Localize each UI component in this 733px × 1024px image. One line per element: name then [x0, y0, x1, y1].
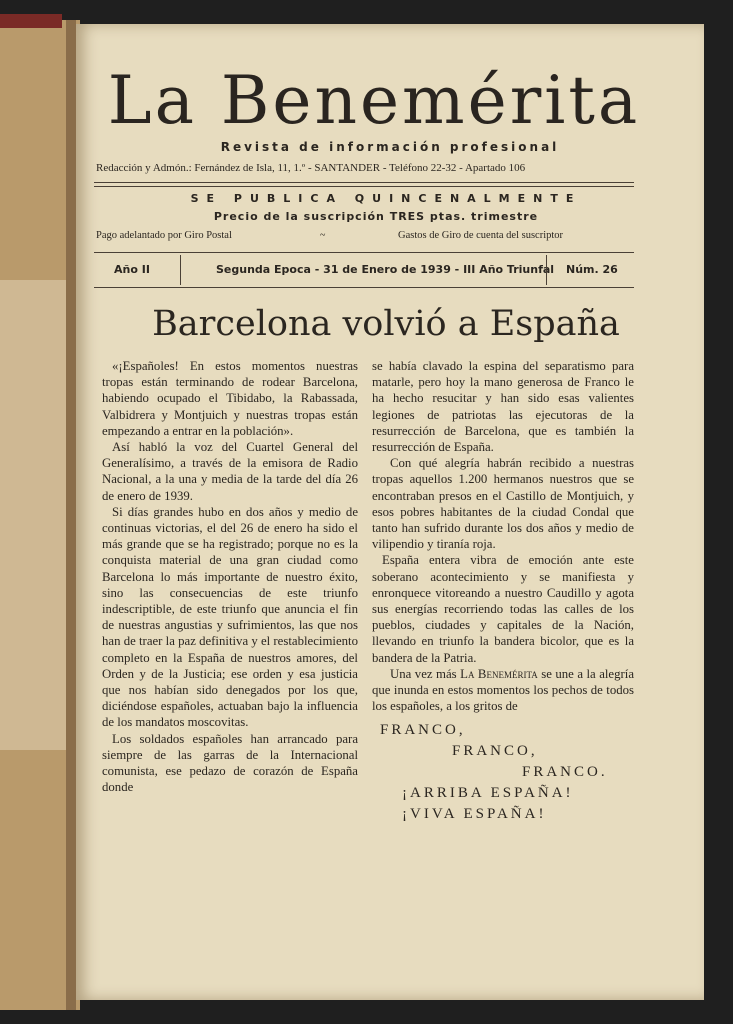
paragraph: Con qué alegría habrán recibido a nuestras tropas aquellos 1.200 hermanos nuestros que se encontraban presos en el Castillo de Montjuich, y esos pobres habitantes de la ciudad Condal que tanto han sufrido durante los dos años y medio de vilipendio y tiranía roja.	[372, 456, 634, 552]
subscription-price: Precio de la suscripción TRES ptas. trimestre	[213, 210, 539, 223]
issue-date: Segunda Epoca - 31 de Enero de 1939 - III Año Triunfal	[216, 263, 555, 276]
spine-binding	[0, 14, 62, 28]
issue-number: Núm. 26	[566, 263, 618, 276]
masthead-title: La Benemérita	[107, 62, 641, 139]
paragraph-end: se une a la alegría que inunda en estos momentos los pechos de todos los españoles, a los gritos de	[372, 666, 635, 714]
stamp-mark: ~	[320, 230, 326, 241]
cheer-line: FRANCO,	[452, 743, 538, 760]
paragraph	[372, 666, 634, 715]
article-headline: Barcelona volvió a España	[152, 304, 620, 344]
closing-cheers	[372, 720, 634, 825]
newspaper-page	[76, 24, 704, 1000]
cheer-line: ¡ARRIBA ESPAÑA!	[402, 785, 574, 802]
masthead-subtitle: Revista de información profesional	[220, 140, 560, 154]
paragraph: Así habló la voz del Cuartel General del Generalísimo, a través de la emisora de Radio Nacional, a la una y media de la tarde del día 26 de enero de 1939.	[102, 440, 358, 503]
publication-name: La Benemérita	[460, 666, 538, 681]
paragraph: Los soldados españoles han arrancado para siempre de las garras de la Internacional comunista, ese pedazo de corazón de España donde	[102, 731, 358, 795]
paragraph: Si días grandes hubo en dos años y medio de continuas victorias, el del 26 de enero ha sido el más grande que se ha registrado; porque no es la conquista material de una gran ciudad como Barcelona lo más importante de nuestro éxito, sino las consecuencias de este triunfo indescriptible, de este triunfo que anuncia el fin de nuestras angustias y sufrimientos, las que nos han de traer la paz definitiva y el restablecimiento completo en la España de nuestros amores, del Orden y de la Justicia; ese orden y esa justicia que nos habían sido denegados por los que, diciéndose españoles, actuaban bajo la influencia de los mandatos moscovitas.	[102, 504, 358, 730]
publication-frequency: SE PUBLICA QUINCENALMENTE	[190, 192, 582, 205]
divider	[546, 255, 547, 285]
spine-label	[0, 280, 70, 750]
article-column-left	[102, 358, 358, 795]
rule	[94, 182, 634, 183]
paragraph-start: Una vez más	[390, 666, 457, 681]
paragraph: se había clavado la espina del separatismo para matarle, pero hoy la mano generosa de Franco le ha hecho resucitar y han sido esas valientes legiones de patriotas las ejecutoras de la resurrección de Barcelona, que es también la resurrección de España.	[372, 359, 634, 455]
cheer-line: FRANCO.	[522, 764, 608, 781]
cheer-line: ¡VIVA ESPAÑA!	[402, 806, 547, 823]
paragraph: España entera vibra de emoción ante este soberano acontecimiento y se manifiesta y enronquece vitoreando a nuestro Caudillo y agota sus energías recorriendo todas las calles de los pueblos, ciudades y capitales de la Nación, llevando en triunfo la bandera bicolor, que es la bandera de la Patria.	[372, 553, 634, 665]
rule	[94, 186, 634, 187]
issue-year: Año II	[114, 263, 150, 276]
payment-note-left: Pago adelantado por Giro Postal	[96, 230, 232, 241]
article-column-right	[372, 358, 634, 825]
address-line: Redacción y Admón.: Fernández de Isla, 11, 1.º - SANTANDER - Teléfono 22-32 - Apartado 106	[96, 162, 526, 174]
spine-edge	[66, 20, 76, 1010]
issue-bar	[94, 252, 634, 288]
paragraph: «¡Españoles! En estos momentos nuestras tropas están terminando de rodear Barcelona, habiendo ocupado el Tibidabo, la Rabassada, Valbidrera y Montjuich y nuestras tropas están empezando a entrar en la población».	[102, 359, 358, 438]
cheer-line: FRANCO,	[380, 722, 466, 739]
payment-note-right: Gastos de Giro de cuenta del suscriptor	[398, 230, 564, 241]
divider	[180, 255, 181, 285]
